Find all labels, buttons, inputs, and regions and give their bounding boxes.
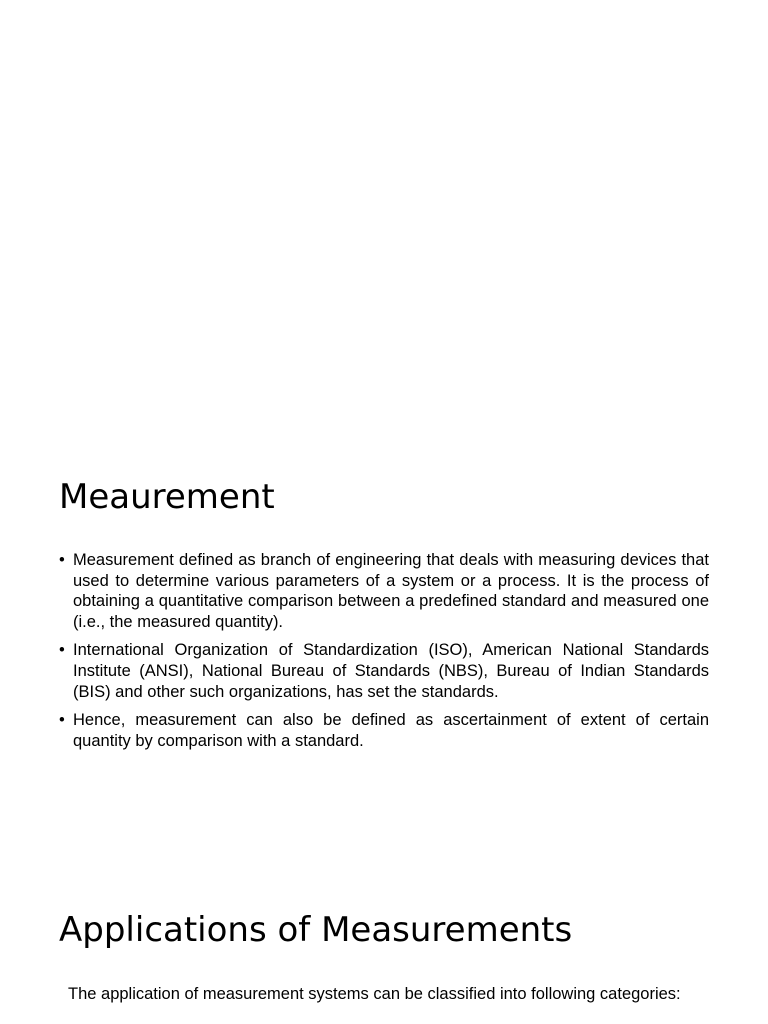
slide-title-measurement: Meaurement bbox=[59, 477, 275, 517]
bullet-text: Hence, measurement can also be defined as ascertainment of extent of certain quantity by comparison with a standard. bbox=[73, 711, 709, 750]
bullet-icon: • bbox=[59, 641, 65, 660]
applications-intro-text: The application of measurement systems can be classified into following categories: bbox=[68, 985, 681, 1003]
bullet-item bbox=[59, 640, 709, 702]
measurement-bullet-list bbox=[59, 550, 709, 759]
bullet-item bbox=[59, 550, 709, 632]
bullet-text: International Organization of Standardization (ISO), American National Standards Institute (ANSI), National Bureau of Standards (NBS), Bureau of Indian Standards (BIS) and other such organizations, has set the standards. bbox=[73, 641, 709, 701]
bullet-icon: • bbox=[59, 551, 65, 569]
bullet-icon: • bbox=[59, 711, 65, 730]
slide-title-applications: Applications of Measurements bbox=[59, 910, 573, 950]
bullet-text: Measurement defined as branch of engineering that deals with measuring devices that used to determine various parameters of a system or a process. It is the process of obtaining a quantitative comparison between a predefined standard and measured one (i.e., the measured quantity). bbox=[73, 551, 709, 631]
bullet-item bbox=[59, 710, 709, 751]
